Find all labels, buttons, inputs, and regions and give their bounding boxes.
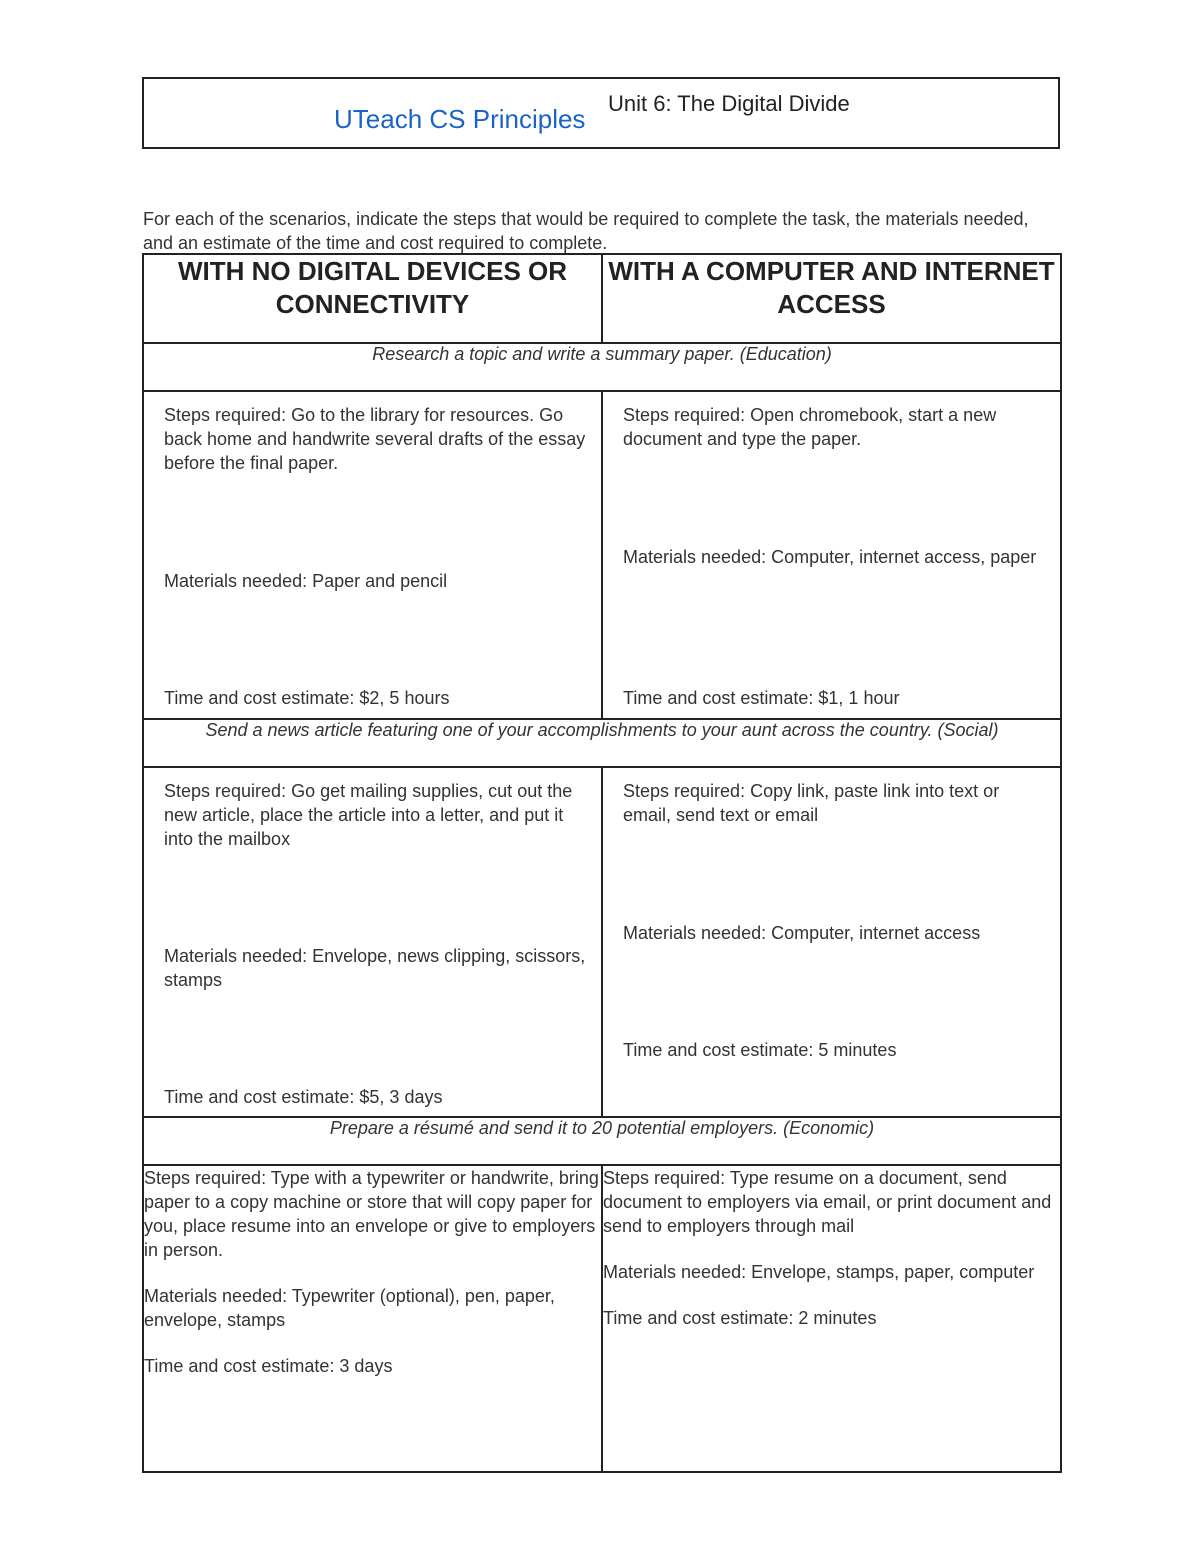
- column-header-row: [143, 254, 1061, 343]
- answer-cell-computer: [602, 767, 1061, 1117]
- column-header-computer: WITH A COMPUTER AND INTERNET ACCESS: [602, 254, 1061, 343]
- time-cost-text: Time and cost estimate: $2, 5 hours: [164, 688, 450, 708]
- answer-cell-computer: [602, 1165, 1061, 1472]
- scenario-row: [143, 1117, 1061, 1165]
- time-cost-text: Time and cost estimate: 3 days: [144, 1356, 393, 1376]
- scenario-answer-row: [143, 1165, 1061, 1472]
- answer-cell-computer: [602, 391, 1061, 719]
- steps-text: Steps required: Copy link, paste link into text or email, send text or email: [623, 781, 1000, 825]
- steps-text: Steps required: Type with a typewriter or handwrite, bring paper to a copy machine or store that will copy paper for you, place resume into an envelope or give to employers in person.: [144, 1168, 599, 1260]
- scenario-answer-row: [143, 391, 1061, 719]
- time-cost-text: Time and cost estimate: $1, 1 hour: [623, 688, 900, 708]
- scenario-table: [142, 253, 1062, 1473]
- materials-text: Materials needed: Typewriter (optional), pen, paper, envelope, stamps: [144, 1286, 555, 1330]
- materials-text: Materials needed: Paper and pencil: [164, 571, 448, 591]
- answer-cell-no-digital: [143, 767, 602, 1117]
- answer-cell-no-digital: [143, 391, 602, 719]
- time-cost-text: Time and cost estimate: $5, 3 days: [164, 1087, 443, 1107]
- scenario-answer-row: [143, 767, 1061, 1117]
- scenario-title-education: Research a topic and write a summary paper. (Education): [143, 343, 1061, 391]
- materials-text: Materials needed: Computer, internet access: [623, 923, 981, 943]
- time-cost-text: Time and cost estimate: 5 minutes: [623, 1040, 897, 1060]
- brand-title: UTeach CS Principles: [334, 104, 586, 134]
- scenario-title-economic: Prepare a résumé and send it to 20 potential employers. (Economic): [143, 1117, 1061, 1165]
- answer-cell-no-digital: [143, 1165, 602, 1472]
- materials-text: Materials needed: Computer, internet access, paper: [623, 547, 1037, 567]
- time-cost-text: Time and cost estimate: 2 minutes: [603, 1308, 877, 1328]
- materials-text: Materials needed: Envelope, stamps, paper, computer: [603, 1262, 1035, 1282]
- materials-text: Materials needed: Envelope, news clipping, scissors, stamps: [164, 946, 586, 990]
- steps-text: Steps required: Go get mailing supplies, cut out the new article, place the article into a letter, and put it into the mailbox: [164, 781, 573, 849]
- instructions-text: For each of the scenarios, indicate the steps that would be required to complete the task, the materials needed, and an estimate of the time and cost required to complete.: [143, 209, 1029, 253]
- scenario-title-social: Send a news article featuring one of your accomplishments to your aunt across the country. (Social): [143, 719, 1061, 767]
- column-header-no-digital: WITH NO DIGITAL DEVICES OR CONNECTIVITY: [143, 254, 602, 343]
- scenario-row: [143, 343, 1061, 391]
- steps-text: Steps required: Type resume on a document, send document to employers via email, or print document and send to employers through mail: [603, 1168, 1052, 1236]
- steps-text: Steps required: Open chromebook, start a new document and type the paper.: [623, 405, 997, 449]
- document-header: [142, 77, 1060, 149]
- steps-text: Steps required: Go to the library for resources. Go back home and handwrite several drafts of the essay before the final paper.: [164, 405, 586, 473]
- unit-title: Unit 6: The Digital Divide: [608, 91, 850, 116]
- scenario-row: [143, 719, 1061, 767]
